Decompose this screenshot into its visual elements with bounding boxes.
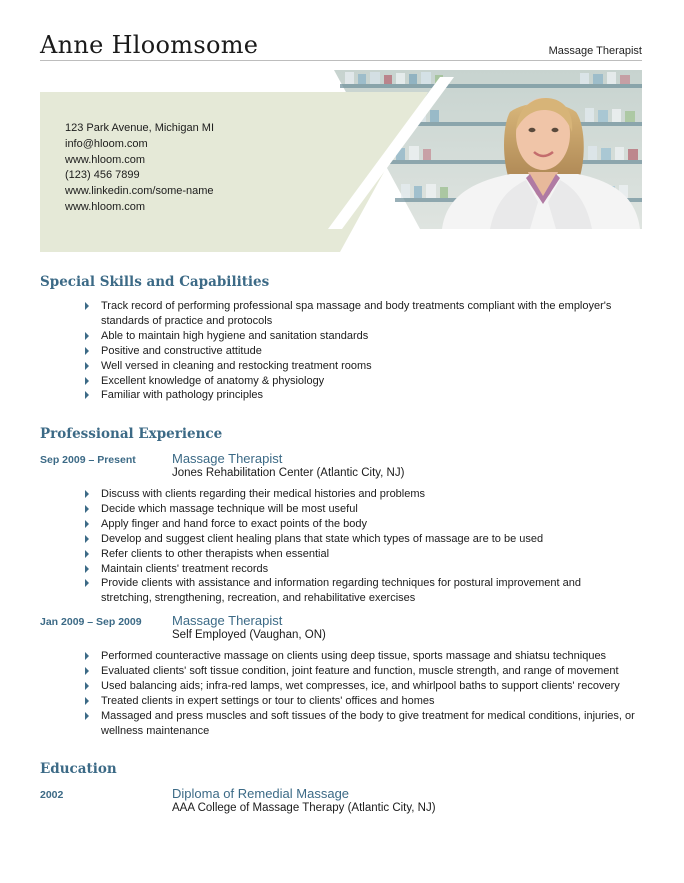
list-item: Treated clients in expert settings or tour to clients' offices and homes <box>82 694 642 709</box>
job-bullets <box>82 487 622 606</box>
list-item: Familiar with pathology principles <box>82 388 642 403</box>
list-item: Massaged and press muscles and soft tissues of the body to give treatment for medical conditions, injuries, or wellness maintenance <box>82 709 642 739</box>
education-school: AAA College of Massage Therapy (Atlantic City, NJ) <box>172 802 436 814</box>
list-item: Discuss with clients regarding their medical histories and problems <box>82 487 622 502</box>
education-heading: Education <box>40 761 117 777</box>
education-degree: Diploma of Remedial Massage <box>172 786 350 801</box>
list-item: Provide clients with assistance and information regarding techniques for postural improvement and stretching, strengthening, recreation, and rehabilitative exercises <box>82 576 622 606</box>
contact-address: 123 Park Avenue, Michigan MI <box>65 122 214 134</box>
resume-name: Anne Hloomsome <box>40 31 259 59</box>
job-organization: Self Employed (Vaughan, ON) <box>172 629 326 641</box>
list-item: Well versed in cleaning and restocking treatment rooms <box>82 359 642 374</box>
contact-website[interactable]: www.hloom.com <box>65 153 146 166</box>
job-dates: Sep 2009 – Present <box>40 454 136 466</box>
list-item: Decide which massage technique will be most useful <box>82 502 622 517</box>
job-organization: Jones Rehabilitation Center (Atlantic City, NJ) <box>172 467 405 479</box>
contact-website-2[interactable]: www.hloom.com <box>65 200 146 213</box>
contact-email[interactable]: info@hloom.com <box>65 137 148 150</box>
list-item: Excellent knowledge of anatomy & physiology <box>82 374 642 389</box>
education-year: 2002 <box>40 789 64 801</box>
list-item: Used balancing aids; infra-red lamps, wet compresses, ice, and whirlpool baths to support clients' recovery <box>82 679 642 694</box>
list-item: Evaluated clients' soft tissue condition, joint feature and function, muscle strength, and range of movement <box>82 664 642 679</box>
list-item: Develop and suggest client healing plans that state which types of massage are to be used <box>82 532 622 547</box>
list-item: Refer clients to other therapists when essential <box>82 547 622 562</box>
skills-list <box>82 299 642 403</box>
contact-phone: (123) 456 7899 <box>65 169 140 182</box>
list-item: Able to maintain high hygiene and sanitation standards <box>82 329 642 344</box>
list-item: Positive and constructive attitude <box>82 344 642 359</box>
list-item: Apply finger and hand force to exact points of the body <box>82 517 622 532</box>
job-bullets <box>82 649 642 738</box>
contact-linkedin[interactable]: www.linkedin.com/some-name <box>65 185 214 198</box>
skills-heading: Special Skills and Capabilities <box>40 274 270 290</box>
list-item: Performed counteractive massage on clients using deep tissue, sports massage and shiatsu techniques <box>82 649 642 664</box>
contact-block <box>65 121 214 216</box>
header-divider <box>40 60 642 61</box>
job-title: Massage Therapist <box>172 451 283 466</box>
list-item: Maintain clients' treatment records <box>82 562 622 577</box>
resume-role: Massage Therapist <box>548 45 642 57</box>
job-title: Massage Therapist <box>172 613 283 628</box>
job-dates: Jan 2009 – Sep 2009 <box>40 616 142 628</box>
list-item: Track record of performing professional spa massage and body treatments compliant with the employer's standards of practice and protocols <box>82 299 642 329</box>
experience-heading: Professional Experience <box>40 426 223 442</box>
